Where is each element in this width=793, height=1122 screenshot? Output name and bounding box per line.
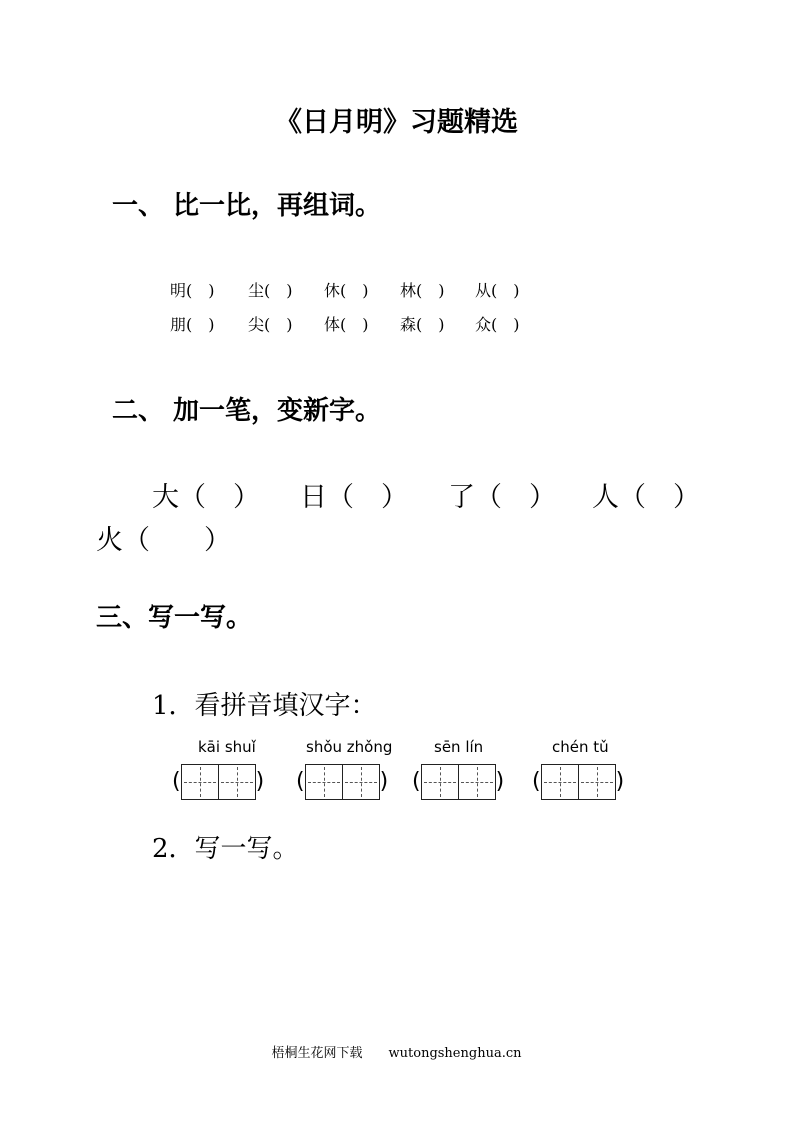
- footer: [0, 1042, 793, 1061]
- writing-grid[interactable]: [181, 764, 256, 800]
- pinyin-instruction: 1．看拼音填汉字：: [152, 691, 377, 721]
- compare-row-2: [170, 312, 570, 334]
- writing-cell[interactable]: [542, 765, 578, 799]
- pinyin-word: [412, 738, 504, 800]
- writing-grid[interactable]: [305, 764, 380, 800]
- compare-item: 林( ): [400, 281, 445, 300]
- writing-cell[interactable]: [458, 765, 495, 799]
- footer-site-name: 梧桐生花网下载: [271, 1046, 363, 1061]
- add-stroke-item: 日（ ）: [300, 482, 408, 513]
- pinyin-word: [296, 738, 392, 800]
- section-2-heading: 二、 加一笔，变新字。: [112, 396, 382, 426]
- section-3-heading: 三、写一写。: [96, 603, 253, 633]
- add-stroke-item: 了（ ）: [448, 482, 556, 513]
- open-paren: (: [172, 769, 181, 794]
- compare-item: 尘( ): [248, 281, 293, 300]
- section-1-heading: 一、 比一比，再组词。: [112, 191, 382, 221]
- pinyin-label: kāi shuǐ: [198, 738, 256, 756]
- pinyin-label: chén tǔ: [552, 738, 609, 756]
- writing-cell[interactable]: [342, 765, 379, 799]
- compare-item: 众( ): [475, 315, 520, 334]
- writing-cell[interactable]: [182, 765, 218, 799]
- writing-cell[interactable]: [422, 765, 458, 799]
- writing-instruction: 2．写一写。: [152, 834, 299, 864]
- compare-row-1: [170, 278, 570, 300]
- add-stroke-item: 大（ ）: [152, 482, 260, 513]
- pinyin-word: [532, 738, 624, 800]
- writing-cell[interactable]: [578, 765, 615, 799]
- close-paren: ): [495, 769, 505, 794]
- compare-item: 森( ): [400, 315, 445, 334]
- open-paren: (: [532, 769, 541, 794]
- pinyin-word: [172, 738, 264, 800]
- page-title: 《日月明》习题精选: [275, 107, 518, 138]
- compare-item: 朋( ): [170, 315, 215, 334]
- compare-item: 休( ): [324, 281, 369, 300]
- compare-item: 明( ): [170, 281, 215, 300]
- add-stroke-item: 火（ ）: [96, 525, 231, 556]
- add-stroke-row: [152, 475, 752, 511]
- compare-item: 从( ): [475, 281, 520, 300]
- writing-grid[interactable]: [541, 764, 616, 800]
- open-paren: (: [412, 769, 421, 794]
- compare-item: 体( ): [324, 315, 369, 334]
- compare-item: 尖( ): [248, 315, 293, 334]
- writing-grid[interactable]: [421, 764, 496, 800]
- writing-cell[interactable]: [218, 765, 255, 799]
- add-stroke-item: 人（ ）: [592, 482, 700, 513]
- close-paren: ): [615, 769, 625, 794]
- footer-url[interactable]: wutongshenghua.cn: [388, 1046, 522, 1061]
- open-paren: (: [296, 769, 305, 794]
- close-paren: ): [379, 769, 389, 794]
- pinyin-label: shǒu zhǒng: [306, 738, 393, 756]
- pinyin-label: sēn lín: [434, 738, 484, 756]
- writing-cell[interactable]: [306, 765, 342, 799]
- close-paren: ): [255, 769, 265, 794]
